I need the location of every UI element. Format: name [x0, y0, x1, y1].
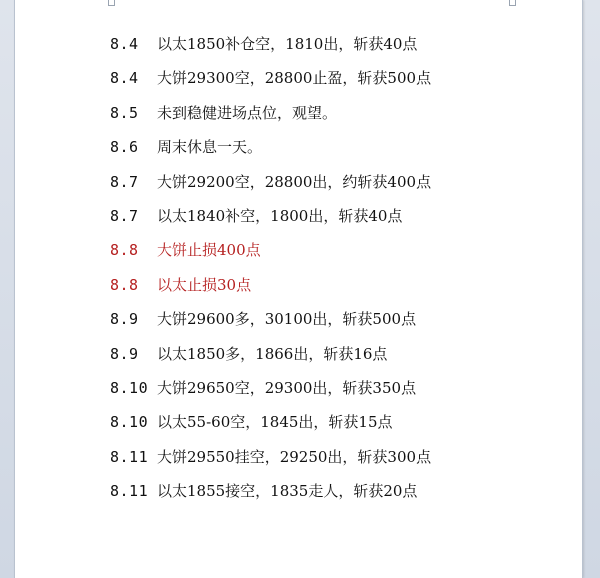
trade-log-line	[110, 446, 431, 480]
trade-log-line	[110, 67, 431, 101]
line-text: 大饼29650空，29300出，斩获350点	[157, 378, 417, 397]
line-date: 8.5	[110, 103, 139, 122]
line-date: 8.11	[110, 482, 149, 501]
trade-log-line	[110, 343, 431, 377]
line-text: 以太1850多，1866出，斩获16点	[157, 344, 388, 363]
line-date: 8.6	[110, 138, 139, 157]
line-text: 大饼29200空，28800出，约斩获400点	[157, 172, 432, 191]
line-date: 8.7	[110, 206, 139, 225]
trade-log-line	[110, 136, 431, 170]
trade-log-line	[110, 33, 431, 67]
trade-log-line	[110, 171, 431, 205]
line-date: 8.7	[110, 172, 139, 191]
line-text: 大饼止损400点	[157, 241, 261, 260]
trade-log-line	[110, 205, 431, 239]
line-text: 以太1850补仓空，1810出，斩获40点	[157, 35, 418, 53]
line-date: 8.9	[110, 310, 139, 329]
line-text: 以太1855接空，1835走人，斩获20点	[157, 482, 418, 501]
trade-log-line	[110, 411, 431, 445]
margin-marker-left	[108, 0, 115, 6]
line-text: 周末休息一天。	[157, 138, 263, 157]
line-text: 大饼29550挂空，29250出，斩获300点	[157, 447, 432, 466]
line-text: 以太止损30点	[157, 275, 252, 294]
line-date: 8.4	[110, 35, 139, 53]
line-text: 以太55-60空，1845出，斩获15点	[157, 413, 393, 432]
line-text: 以太1840补空，1800出，斩获40点	[157, 206, 403, 225]
document-page[interactable]	[14, 0, 583, 578]
trade-log-line	[110, 102, 431, 136]
line-date: 8.9	[110, 344, 139, 363]
line-text: 未到稳健进场点位，观望。	[157, 103, 338, 122]
trade-log-line	[110, 480, 431, 514]
trade-log-line	[110, 274, 431, 308]
line-text: 大饼29600多，30100出，斩获500点	[157, 310, 417, 329]
line-date: 8.4	[110, 69, 139, 88]
line-date: 8.11	[110, 447, 149, 466]
trade-log-line	[110, 308, 431, 342]
line-date: 8.8	[110, 241, 139, 260]
line-date: 8.10	[110, 378, 149, 397]
trade-log-line	[110, 377, 431, 411]
trade-log-line	[110, 239, 431, 273]
line-text: 大饼29300空，28800止盈，斩获500点	[157, 69, 432, 88]
margin-marker-right	[509, 0, 516, 6]
trade-log-list	[110, 33, 431, 514]
line-date: 8.8	[110, 275, 139, 294]
line-date: 8.10	[110, 413, 149, 432]
